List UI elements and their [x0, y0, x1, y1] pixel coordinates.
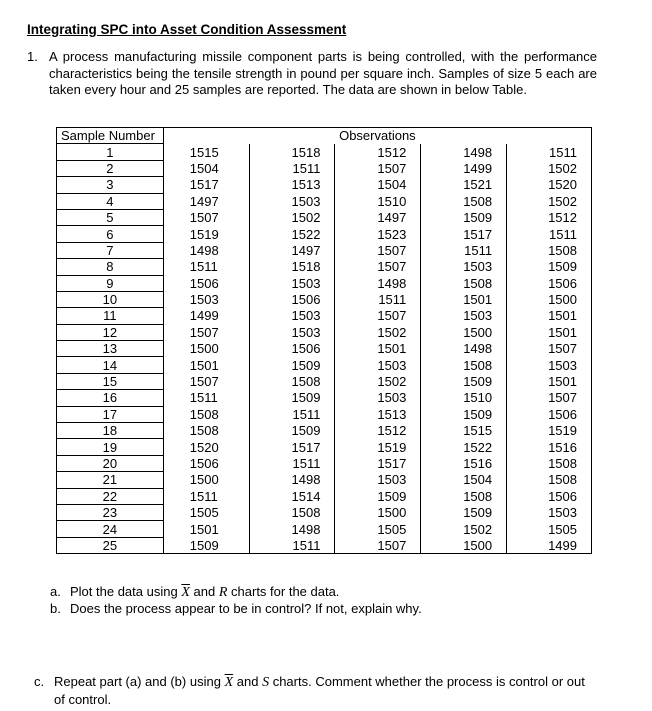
sample-number-cell: 15 — [57, 373, 164, 389]
observation-cell: 1508 — [249, 373, 335, 389]
observation-cell: 1503 — [163, 291, 249, 307]
sample-number-cell: 16 — [57, 390, 164, 406]
observation-cell: 1509 — [421, 373, 507, 389]
question-number: 1. — [27, 49, 38, 64]
observation-cell: 1509 — [421, 504, 507, 520]
observation-cell: 1511 — [249, 160, 335, 176]
observation-cell: 1517 — [421, 226, 507, 242]
observation-cell: 1510 — [335, 193, 421, 209]
part-c-post: charts. Comment whether the process is control or out of control. — [54, 674, 585, 707]
observation-cell: 1503 — [249, 275, 335, 291]
observation-cell: 1503 — [421, 259, 507, 275]
observation-cell: 1517 — [249, 439, 335, 455]
part-b-text: Does the process appear to be in control? If not, explain why. — [70, 601, 422, 616]
observation-cell: 1509 — [249, 423, 335, 439]
observation-cell: 1507 — [163, 209, 249, 225]
observation-cell: 1502 — [507, 193, 592, 209]
observation-cell: 1507 — [507, 341, 592, 357]
observation-cell: 1504 — [335, 177, 421, 193]
sample-number-cell: 4 — [57, 193, 164, 209]
observation-cell: 1508 — [507, 472, 592, 488]
observation-cell: 1508 — [163, 406, 249, 422]
data-table — [56, 127, 592, 554]
page-title: Integrating SPC into Asset Condition Assessment — [27, 22, 347, 37]
observation-cell: 1516 — [507, 439, 592, 455]
observation-cell: 1501 — [507, 373, 592, 389]
observation-cell: 1509 — [421, 406, 507, 422]
observation-cell: 1498 — [421, 144, 507, 160]
observation-cell: 1504 — [163, 160, 249, 176]
table-row — [57, 275, 592, 291]
observation-cell: 1503 — [335, 357, 421, 373]
observation-cell: 1514 — [249, 488, 335, 504]
sample-number-cell: 17 — [57, 406, 164, 422]
sample-number-cell: 3 — [57, 177, 164, 193]
table-row — [57, 193, 592, 209]
part-b — [50, 601, 422, 616]
observation-cell: 1507 — [335, 160, 421, 176]
observation-cell: 1507 — [507, 390, 592, 406]
observation-cell: 1506 — [163, 275, 249, 291]
table-row — [57, 160, 592, 176]
observation-cell: 1498 — [163, 242, 249, 258]
table-row — [57, 144, 592, 160]
table-row — [57, 259, 592, 275]
observation-cell: 1501 — [421, 291, 507, 307]
observation-cell: 1511 — [507, 226, 592, 242]
table-row — [57, 209, 592, 225]
observation-cell: 1522 — [249, 226, 335, 242]
part-a-text — [70, 584, 339, 601]
observation-cell: 1508 — [507, 455, 592, 471]
sample-number-cell: 21 — [57, 472, 164, 488]
question-1 — [27, 49, 597, 99]
observation-cell: 1506 — [163, 455, 249, 471]
observation-cell: 1502 — [249, 209, 335, 225]
observation-cell: 1513 — [335, 406, 421, 422]
observation-cell: 1507 — [163, 324, 249, 340]
observation-cell: 1518 — [249, 259, 335, 275]
observation-cell: 1508 — [421, 193, 507, 209]
sample-number-header: Sample Number — [57, 128, 164, 144]
observation-cell: 1519 — [507, 423, 592, 439]
observation-cell: 1502 — [335, 373, 421, 389]
table-row — [57, 324, 592, 340]
observation-cell: 1512 — [507, 209, 592, 225]
observation-cell: 1507 — [335, 242, 421, 258]
sample-number-cell: 5 — [57, 209, 164, 225]
observation-cell: 1518 — [249, 144, 335, 160]
sample-number-cell: 9 — [57, 275, 164, 291]
part-a-pre: Plot the data using — [70, 584, 178, 599]
observation-cell: 1497 — [249, 242, 335, 258]
observation-cell: 1509 — [249, 357, 335, 373]
observation-cell: 1508 — [249, 504, 335, 520]
observation-cell: 1501 — [163, 357, 249, 373]
question-text: A process manufacturing missile component parts is being controlled, with the performance characteristics being the tensile strength in pound per square inch. Samples of size 5 each are taken every hour and 25 samples are reported. The data are shown in below Table. — [49, 49, 597, 98]
observation-cell: 1498 — [249, 472, 335, 488]
observation-cell: 1503 — [335, 472, 421, 488]
part-c-mid: and — [236, 674, 259, 689]
part-a-mid: and — [193, 584, 216, 599]
observation-cell: 1503 — [249, 308, 335, 324]
observation-cell: 1519 — [163, 226, 249, 242]
observation-cell: 1500 — [163, 341, 249, 357]
observation-cell: 1511 — [163, 259, 249, 275]
observation-cell: 1509 — [507, 259, 592, 275]
observation-cell: 1498 — [249, 521, 335, 537]
observation-cell: 1499 — [421, 160, 507, 176]
observation-cell: 1520 — [163, 439, 249, 455]
observation-cell: 1507 — [163, 373, 249, 389]
table-row — [57, 308, 592, 324]
observation-cell: 1507 — [335, 308, 421, 324]
sample-number-cell: 18 — [57, 423, 164, 439]
observation-cell: 1502 — [421, 521, 507, 537]
observation-cell: 1512 — [335, 423, 421, 439]
observation-cell: 1511 — [335, 291, 421, 307]
observation-cell: 1501 — [335, 341, 421, 357]
table-row — [57, 373, 592, 389]
observation-cell: 1507 — [335, 259, 421, 275]
observation-cell: 1505 — [163, 504, 249, 520]
sample-number-cell: 7 — [57, 242, 164, 258]
sample-number-cell: 6 — [57, 226, 164, 242]
observation-cell: 1511 — [249, 537, 335, 553]
part-c-text — [54, 673, 594, 708]
sample-number-cell: 1 — [57, 144, 164, 160]
sample-number-cell: 11 — [57, 308, 164, 324]
observation-cell: 1511 — [163, 390, 249, 406]
sample-number-cell: 24 — [57, 521, 164, 537]
observation-cell: 1499 — [507, 537, 592, 553]
table-row — [57, 504, 592, 520]
observation-cell: 1506 — [507, 488, 592, 504]
observation-cell: 1521 — [421, 177, 507, 193]
observation-cell: 1509 — [335, 488, 421, 504]
xbar-symbol: $\overline{X}$ — [181, 585, 190, 600]
sample-number-cell: 14 — [57, 357, 164, 373]
sample-number-cell: 20 — [57, 455, 164, 471]
observation-cell: 1497 — [163, 193, 249, 209]
observation-cell: 1509 — [249, 390, 335, 406]
observation-cell: 1502 — [335, 324, 421, 340]
observation-cell: 1508 — [421, 488, 507, 504]
observation-cell: 1500 — [335, 504, 421, 520]
observation-cell: 1505 — [507, 521, 592, 537]
observation-cell: 1511 — [421, 242, 507, 258]
table-row — [57, 390, 592, 406]
observation-cell: 1509 — [421, 209, 507, 225]
table-row — [57, 242, 592, 258]
sample-number-cell: 10 — [57, 291, 164, 307]
observation-cell: 1500 — [163, 472, 249, 488]
sample-number-cell: 25 — [57, 537, 164, 553]
observation-cell: 1507 — [335, 537, 421, 553]
observation-cell: 1503 — [249, 324, 335, 340]
table-row — [57, 423, 592, 439]
table-row — [57, 472, 592, 488]
observation-cell: 1498 — [421, 341, 507, 357]
part-a — [50, 584, 339, 601]
observation-cell: 1498 — [335, 275, 421, 291]
sample-number-cell: 19 — [57, 439, 164, 455]
sample-number-cell: 22 — [57, 488, 164, 504]
sample-number-cell: 13 — [57, 341, 164, 357]
observation-cell: 1503 — [507, 357, 592, 373]
observation-cell: 1520 — [507, 177, 592, 193]
observation-cell: 1502 — [507, 160, 592, 176]
observation-cell: 1508 — [421, 357, 507, 373]
observation-cell: 1503 — [335, 390, 421, 406]
observation-cell: 1508 — [163, 423, 249, 439]
observation-cell: 1508 — [507, 242, 592, 258]
observation-cell: 1500 — [421, 537, 507, 553]
observation-cell: 1511 — [163, 488, 249, 504]
part-c-label: c. — [34, 674, 45, 689]
observation-cell: 1508 — [421, 275, 507, 291]
part-a-label: a. — [50, 584, 61, 599]
observation-cell: 1511 — [249, 406, 335, 422]
part-a-post: charts for the data. — [231, 584, 340, 599]
observation-cell: 1503 — [421, 308, 507, 324]
table-header-row — [57, 128, 592, 144]
table-row — [57, 341, 592, 357]
observation-cell: 1522 — [421, 439, 507, 455]
s-symbol: S — [262, 675, 270, 690]
observation-cell: 1517 — [163, 177, 249, 193]
observation-cell: 1516 — [421, 455, 507, 471]
observation-cell: 1517 — [335, 455, 421, 471]
observation-cell: 1513 — [249, 177, 335, 193]
r-symbol: R — [218, 585, 228, 600]
observation-cell: 1503 — [249, 193, 335, 209]
sample-number-cell: 23 — [57, 504, 164, 520]
observation-cell: 1504 — [421, 472, 507, 488]
sample-number-cell: 12 — [57, 324, 164, 340]
observation-cell: 1515 — [421, 423, 507, 439]
sample-number-cell: 2 — [57, 160, 164, 176]
observation-cell: 1506 — [249, 341, 335, 357]
table-row — [57, 406, 592, 422]
part-b-label: b. — [50, 601, 61, 616]
observation-cell: 1506 — [507, 275, 592, 291]
observation-cell: 1512 — [335, 144, 421, 160]
observations-header: Observations — [163, 128, 591, 144]
observation-cell: 1501 — [163, 521, 249, 537]
observation-cell: 1500 — [507, 291, 592, 307]
observation-cell: 1506 — [249, 291, 335, 307]
observation-cell: 1501 — [507, 324, 592, 340]
observation-cell: 1506 — [507, 406, 592, 422]
part-c — [34, 673, 594, 708]
observation-cell: 1510 — [421, 390, 507, 406]
part-c-pre: Repeat part (a) and (b) using — [54, 674, 221, 689]
observation-cell: 1505 — [335, 521, 421, 537]
observation-cell: 1519 — [335, 439, 421, 455]
table-row — [57, 537, 592, 553]
table-row — [57, 488, 592, 504]
observation-cell: 1515 — [163, 144, 249, 160]
table-row — [57, 521, 592, 537]
observation-cell: 1511 — [249, 455, 335, 471]
observation-cell: 1499 — [163, 308, 249, 324]
xbar-symbol: $\overline{X}$ — [224, 675, 234, 690]
observation-cell: 1509 — [163, 537, 249, 553]
observation-cell: 1501 — [507, 308, 592, 324]
observation-cell: 1500 — [421, 324, 507, 340]
observation-cell: 1503 — [507, 504, 592, 520]
table-row — [57, 455, 592, 471]
table-row — [57, 291, 592, 307]
table-row — [57, 177, 592, 193]
observation-cell: 1523 — [335, 226, 421, 242]
observation-cell: 1497 — [335, 209, 421, 225]
sample-number-cell: 8 — [57, 259, 164, 275]
observation-cell: 1511 — [507, 144, 592, 160]
table-row — [57, 226, 592, 242]
table-row — [57, 439, 592, 455]
table-row — [57, 357, 592, 373]
